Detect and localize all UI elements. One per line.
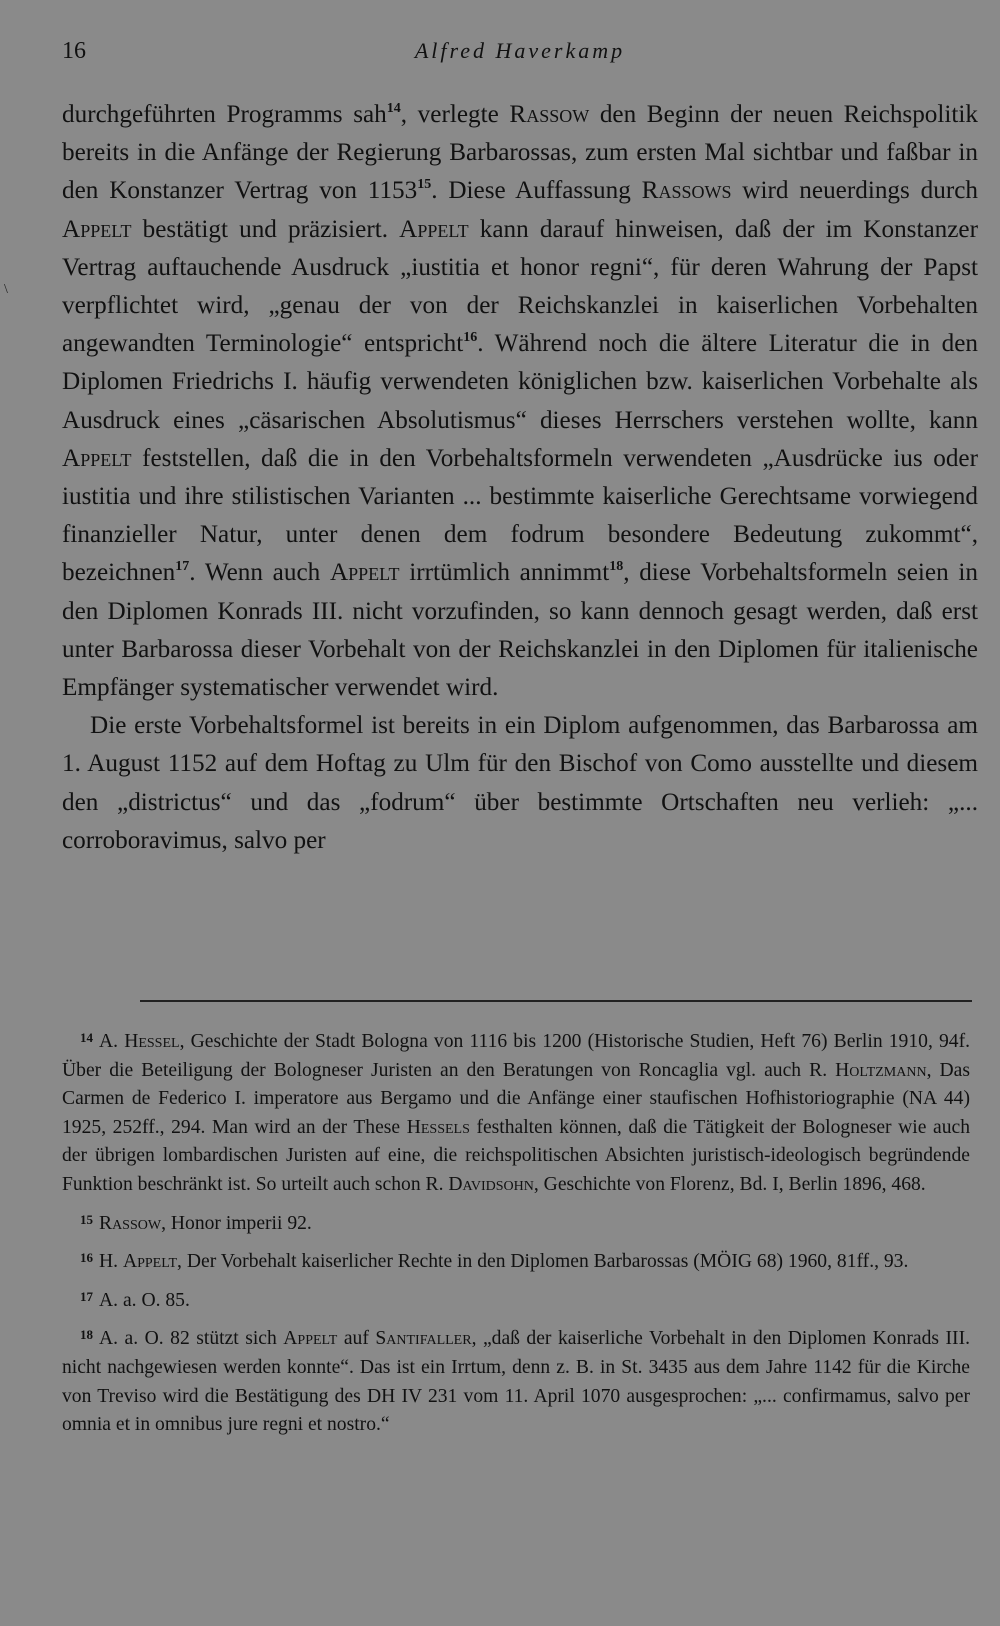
footnote-ref: 15 <box>417 177 432 193</box>
footnote-number: 15 <box>80 1211 93 1227</box>
text-run: . Während noch die ältere Literatur die in den Diplomen Friedrichs I. häufig verwendeten königlichen bzw. kaiserlichen Vorbehalte als Ausdruck eines „cäsarischen Absolutismus“ dieses Herrschers verstehen wollte, kann <box>62 330 978 434</box>
page-header <box>62 38 938 78</box>
author-name: Appelt <box>62 215 132 243</box>
text-run: , „daß der kaiserliche Vorbehalt in den Diplomen Konrads III. nicht nachgewiesen werden konnte“. Das ist ein Irrtum, denn z. B. in St. 3435 aus dem Jahre 1142 für die Kirche von Treviso wird die Bestätigung des DH IV 231 vom 11. April 1070 ausgesprochen: „... confirmamus, salvo per omnia et in omnibus jure regni et nostro.“ <box>62 1328 970 1436</box>
author-name: Appelt <box>399 215 469 243</box>
footnote-ref: 16 <box>463 330 478 346</box>
text-run: den Beginn der neuen Reichspolitik bereits in die Anfänge der Regierung Barbarossas, zum ersten Mal sichtbar und faßbar in den Konstanzer Vertrag von 1153 <box>62 101 978 205</box>
text-run: , Der Vorbehalt kaiserlicher Rechte in den Diplomen Barbarossas (MÖIG 68) 1960, 81ff., 93. <box>177 1251 909 1273</box>
footnote <box>62 1283 970 1316</box>
running-head: Alfred Haverkamp <box>414 38 626 63</box>
author-name: Appelt <box>122 1251 178 1273</box>
footnote <box>62 1024 970 1200</box>
footnote-number: 17 <box>80 1288 93 1304</box>
main-text <box>62 96 978 860</box>
footnote-ref: 17 <box>175 559 190 575</box>
text-run: feststellen, daß die in den Vorbehaltsformeln verwendeten „Ausdrücke ius oder iustitia und ihre stilistischen Varianten ... bestimmte kaiserliche Gerechtsame vorwiegend finanzieller Natur, unter denen dem fodrum besondere Bedeutung zukommt“, bezeichnen <box>62 444 978 587</box>
text-run: , Honor imperii 92. <box>161 1212 312 1234</box>
author-name: Appelt <box>62 444 132 472</box>
margin-mark: \ <box>4 282 8 297</box>
text-run: auf <box>337 1328 376 1350</box>
author-name: Davidsohn <box>448 1173 534 1195</box>
text-run: irrtümlich annimmt <box>399 559 610 587</box>
paragraph <box>62 96 978 707</box>
text-run: , Geschichte von Florenz, Bd. I, Berlin 1896, 468. <box>533 1173 926 1195</box>
author-name: Appelt <box>283 1328 338 1350</box>
footnote-ref: 14 <box>386 101 401 116</box>
paragraph <box>62 707 978 860</box>
text-run: kann darauf hinweisen, daß der im Konstanzer Vertrag auftauchende Ausdruck „iustitia et honor regni“, für deren Wahrung der Papst verpflichtet wird, „genau der von der Reichskanzlei in kaiserlichen Vorbehalten angewandten Terminologie“ entspricht <box>62 215 978 358</box>
footnotes <box>62 1024 970 1446</box>
author-name: Hessel <box>124 1031 180 1052</box>
text-run: . Wenn auch <box>189 559 330 587</box>
text-run: , Das Carmen de Federico I. imperatore aus Bergamo und die Anfänge einer staufischen Hofhistoriographie (NA 44) 1925, 252ff., 294. Man wird an der These <box>62 1059 970 1138</box>
text-run: . Diese Auffassung <box>431 177 642 205</box>
author-name: Appelt <box>329 559 400 587</box>
text-run: bestätigt und präzisiert. <box>131 215 400 243</box>
footnote-rule <box>140 1000 972 1002</box>
text-run: , Geschichte der Stadt Bologna von 1116 bis 1200 (Historische Studien, Heft 76) Berlin 1910, 94f. Über die Beteiligung der Bologneser Juristen an den Beratungen von Roncaglia vgl. auch R. <box>62 1031 970 1081</box>
page-number: 16 <box>62 38 86 64</box>
text-run: durchgeführten Programms sah <box>62 101 387 128</box>
footnote-number: 14 <box>80 1030 93 1045</box>
text-run: A. a. O. 85. <box>99 1289 190 1311</box>
footnote-number: 16 <box>80 1250 93 1266</box>
text-run: A. a. O. 82 stützt sich <box>99 1328 284 1350</box>
footnote-number: 18 <box>80 1327 93 1343</box>
footnote <box>62 1321 970 1439</box>
author-name: Hessels <box>406 1116 470 1138</box>
footnote <box>62 1244 970 1277</box>
text-run: H. <box>99 1251 123 1273</box>
text-run: , verlegte <box>400 101 510 128</box>
text-run: , diese Vorbehaltsformeln seien in den Diplomen Konrads III. nicht vorzufinden, so kann dennoch gesagt werden, daß erst unter Barbarossa dieser Vorbehalt von der Reichskanzlei in den Diplomen für italienische Empfänger systematischer verwendet wird. <box>62 559 978 702</box>
author-name: Santifaller <box>375 1328 472 1350</box>
author-name: Holtzmann <box>835 1059 927 1081</box>
text-run: festhalten können, daß die Tätigkeit der Bologneser wie auch der übrigen lombardischen Juristen auf eine, die reichspolitischen Absichten juristisch-ideologisch begründende Funktion beschränkt ist. So urteilt auch schon R. <box>62 1116 971 1195</box>
author-name: Rassow <box>509 101 590 128</box>
text-run: A. <box>99 1031 125 1052</box>
footnote <box>62 1206 970 1239</box>
text-run: Die erste Vorbehaltsformel ist bereits in ein Diplom aufgenommen, das Barbarossa am 1. August 1152 auf dem Hoftag zu Ulm für den Bischof von Como ausstellte und diesem den „districtus“ und das „fodrum“ über bestimmte Ortschaften neu verlieh: „... corroboravimus, salvo per <box>62 712 978 854</box>
footnote-ref: 18 <box>609 559 624 575</box>
author-name: Rassows <box>641 177 732 205</box>
author-name: Rassow <box>99 1212 162 1234</box>
text-run: wird neuerdings durch <box>731 177 978 205</box>
